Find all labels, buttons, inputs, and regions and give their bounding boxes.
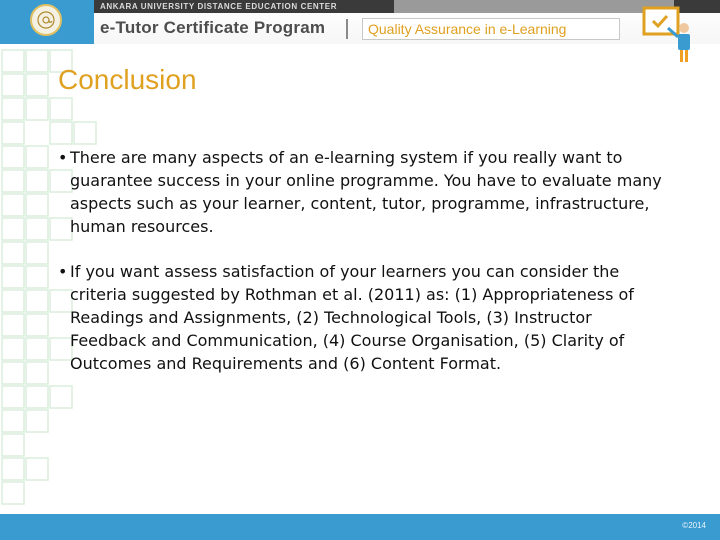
bullet-marker: • — [58, 148, 68, 167]
slide-title: Conclusion — [58, 64, 197, 95]
organization-name: ANKARA UNIVERSITY DISTANCE EDUCATION CENTER — [100, 2, 338, 11]
footer-band — [0, 514, 720, 540]
program-name: e-Tutor Certificate Program — [100, 18, 326, 37]
course-title: Quality Assurance in e-Learning — [362, 18, 620, 40]
organization-strip — [94, 0, 720, 13]
bullet-marker: • — [58, 262, 68, 281]
ankara-university-seal-icon — [30, 4, 62, 36]
bullet-text: There are many aspects of an e-learning system if you really want to guarantee success in your online programme. You have to evaluate many aspects such as your learner, content, tutor, programme, infrastructure, human resources. — [70, 148, 662, 236]
header-band — [0, 0, 720, 44]
strip-accent — [394, 0, 674, 13]
header-divider — [346, 19, 348, 39]
bullet-text: If you want assess satisfaction of your learners you can consider the criteria suggested by Rothman et al. (2011) as: (1) Appropriateness of Readings and Assignments, (2) Technological Tools, (3) Instructor Feedback and Communication, (4) Course Organisation, (5) Clarity of Outcomes and Requirements and (6) Content Format. — [70, 262, 634, 373]
bullet-item — [58, 146, 668, 238]
bullet-item — [58, 260, 668, 375]
slide-body — [58, 146, 668, 397]
copyright-text: ©2014 — [682, 521, 706, 530]
logo-block — [0, 0, 94, 44]
tutor-at-board-icon — [640, 4, 702, 66]
